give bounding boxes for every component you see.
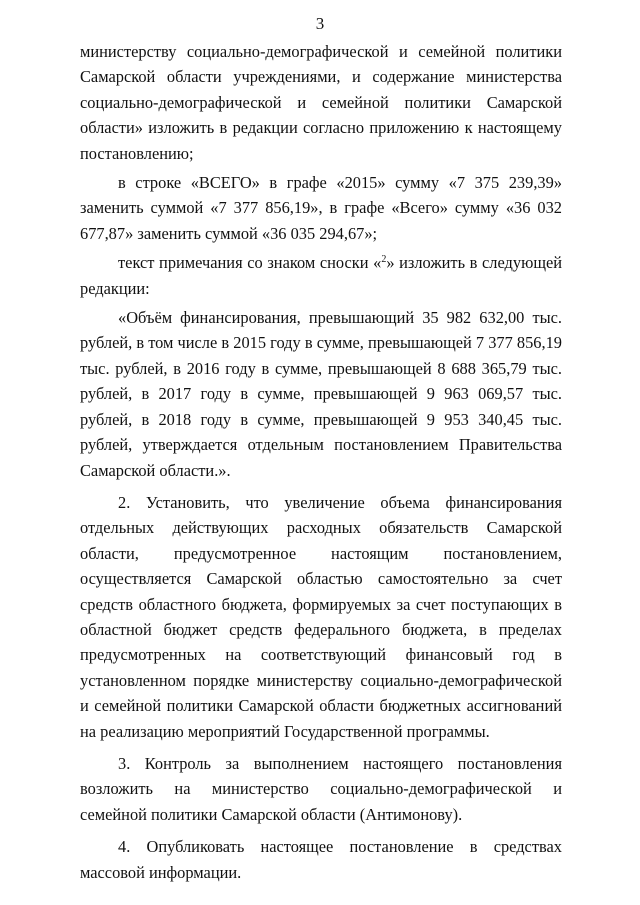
document-body [80,39,562,885]
paragraph-footnote-intro [80,250,562,301]
paragraph-total-row-amounts: в строке «ВСЕГО» в графе «2015» сумму «7 375 239,39» заменить суммой «7 377 856,19», в графе «Всего» сумму «36 032 677,87» заменить суммой «36 035 294,67»; [80,173,562,243]
paragraph-point-2: 2. Установить, что увеличение объема финансирования отдельных действующих расходных обязательств Самарской области, предусмотренное настоящим постановлением, осуществляется Самарской областью самостоятельно за счет средств областного бюджета, формируемых за счет поступающих в областной бюджет средств федерального бюджета, в пределах предусмотренных на соответствующий финансовый год в установленном порядке министерству социально-демографической и семейной политики Самарской области бюджетных ассигнований на реализацию мероприятий Государственной программы. [80,492,562,741]
paragraph-point-3: 3. Контроль за выполнением настоящего постановления возложить на министерство социально-демографической и семейной политики Самарской области (Антимонову). [80,753,562,824]
footnote-intro-text-before: текст примечания со знаком сноски « [118,253,382,273]
footnote-intro-text-after: » изложить в следующей редакции: [80,253,562,298]
paragraph-ministry-content: министерству социально-демографической и семейной политики Самарской области учреждениями, и содержание министерства социально-демографической и семейной политики Самарской области» изложить в редакции согласно приложению к настоящему постановлению; [80,42,562,163]
paragraph-point-4: 4. Опубликовать настоящее постановление в средствах массовой информации. [80,837,562,882]
footnote-mark: 2 [381,254,387,266]
paragraph-footnote-text: «Объём финансирования, превышающий 35 982 632,00 тыс. рублей, в том числе в 2015 году в сумме, превышающей 7 377 856,19 тыс. рублей, в 2016 году в сумме, превышающей 8 688 365,79 тыс. рублей, в 2017 году в сумме, превышающей 9 963 069,57 тыс. рублей, в 2018 году в сумме, превышающей 9 953 340,45 тыс. рублей, утверждается отдельным постановлением Правительства Самарской области.». [80,308,562,480]
page-number: 3 [315,14,325,33]
